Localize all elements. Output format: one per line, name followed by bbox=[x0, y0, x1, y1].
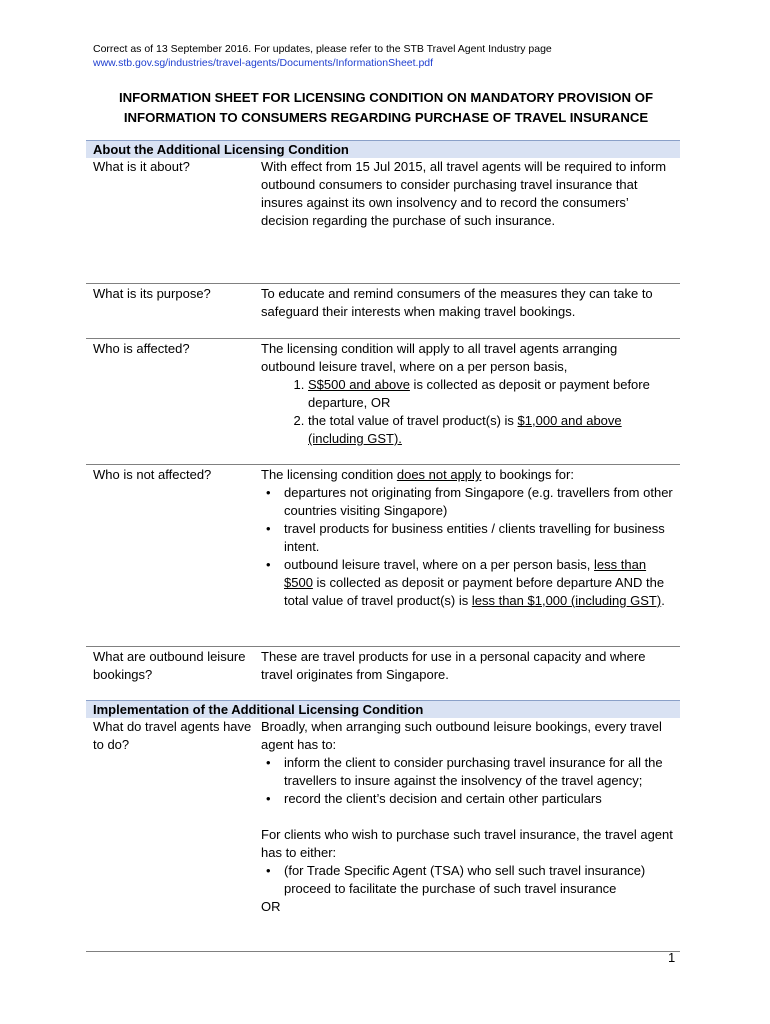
numbered-list bbox=[261, 376, 675, 448]
section-heading-about: About the Additional Licensing Condition bbox=[86, 140, 680, 158]
title-line-1: INFORMATION SHEET FOR LICENSING CONDITION ON MANDATORY PROVISION OF bbox=[118, 90, 654, 105]
list-item bbox=[284, 556, 675, 610]
answer-text: The licensing condition will apply to all travel agents arranging outbound leisure travel, where on a per person basis, bbox=[261, 341, 618, 374]
list-item-text: is collected as deposit or payment before departure, OR bbox=[308, 377, 650, 410]
list-item: • travel products for business entities / clients travelling for business intent. bbox=[284, 520, 675, 556]
question-cell: Who is affected? bbox=[93, 341, 190, 356]
answer-text-part: The licensing condition bbox=[261, 467, 397, 482]
page-header bbox=[93, 42, 552, 70]
table-row bbox=[86, 718, 680, 952]
answer-cell bbox=[261, 340, 675, 464]
answer-text: Broadly, when arranging such outbound leisure bookings, every travel agent has to: bbox=[261, 719, 662, 752]
table-row bbox=[86, 647, 680, 700]
answer-text: To educate and remind consumers of the measures they can take to safeguard their interests when making travel bookings. bbox=[261, 286, 653, 319]
list-item: • departures not originating from Singapore (e.g. travellers from other countries visiting Singapore) bbox=[284, 484, 675, 520]
list-item-text: outbound leisure travel, where on a per person basis, bbox=[284, 557, 595, 572]
question-cell: What is it about? bbox=[93, 159, 190, 174]
table-row bbox=[86, 339, 680, 465]
question-cell: What do travel agents have to do? bbox=[93, 719, 252, 752]
underlined-text: less than $500 bbox=[284, 557, 647, 590]
answer-cell bbox=[261, 285, 675, 338]
answer-cell bbox=[261, 466, 675, 646]
header-note: Correct as of 13 September 2016. For updates, please refer to the STB Travel Agent Industry page bbox=[93, 43, 552, 55]
list-item-text: is collected as deposit or payment before departure AND the total value of travel product(s) is bbox=[284, 575, 665, 608]
table-row bbox=[86, 158, 680, 284]
table-row bbox=[86, 465, 680, 647]
header-link[interactable]: www.stb.gov.sg/industries/travel-agents/Documents/InformationSheet.pdf bbox=[93, 57, 434, 69]
question-cell: What is its purpose? bbox=[93, 286, 211, 301]
answer-text bbox=[261, 466, 675, 484]
bullet-list bbox=[261, 862, 675, 898]
answer-cell bbox=[261, 648, 675, 700]
list-item: • inform the client to consider purchasing travel insurance for all the travellers to insure against the insolvency of the travel agency; bbox=[284, 754, 675, 790]
answer-cell bbox=[261, 718, 675, 951]
underlined-text: does not apply bbox=[396, 467, 482, 482]
underlined-text: less than $1,000 (including GST) bbox=[471, 593, 662, 608]
title-line-2: INFORMATION TO CONSUMERS REGARDING PURCHASE OF TRAVEL INSURANCE bbox=[123, 110, 649, 125]
list-item: • record the client’s decision and certain other particulars bbox=[284, 790, 675, 808]
page-number: 1 bbox=[668, 950, 676, 965]
question-cell: What are outbound leisure bookings? bbox=[93, 649, 246, 682]
question-cell: Who is not affected? bbox=[93, 467, 212, 482]
list-item bbox=[308, 376, 675, 412]
answer-text: These are travel products for use in a personal capacity and where travel originates from Singapore. bbox=[261, 649, 646, 682]
answer-text: For clients who wish to purchase such travel insurance, the travel agent has to either: bbox=[261, 827, 673, 860]
underlined-text: S$500 and above bbox=[308, 377, 410, 392]
table-row bbox=[86, 284, 680, 339]
bullet-list bbox=[261, 754, 675, 808]
answer-text: OR bbox=[261, 899, 281, 914]
answer-text: With effect from 15 Jul 2015, all travel agents will be required to inform outbound consumers to consider purchasing travel insurance that insures against its own insolvency and to record the consumers’ decision regarding the purchase of such insurance. bbox=[261, 159, 667, 228]
answer-text-part: to bookings for: bbox=[481, 467, 574, 482]
underlined-text: $1,000 and above (including GST). bbox=[308, 413, 622, 446]
answer-cell bbox=[261, 158, 675, 283]
list-item-text: the total value of travel product(s) is bbox=[308, 413, 518, 428]
list-item: • (for Trade Specific Agent (TSA) who sell such travel insurance) proceed to facilitate the purchase of such travel insurance bbox=[284, 862, 675, 898]
section-heading-implementation: Implementation of the Additional Licensing Condition bbox=[86, 700, 680, 718]
list-item-text: . bbox=[661, 593, 665, 608]
page-title bbox=[86, 88, 686, 128]
list-item bbox=[308, 412, 675, 448]
info-table bbox=[86, 140, 680, 952]
bullet-list bbox=[261, 484, 675, 610]
